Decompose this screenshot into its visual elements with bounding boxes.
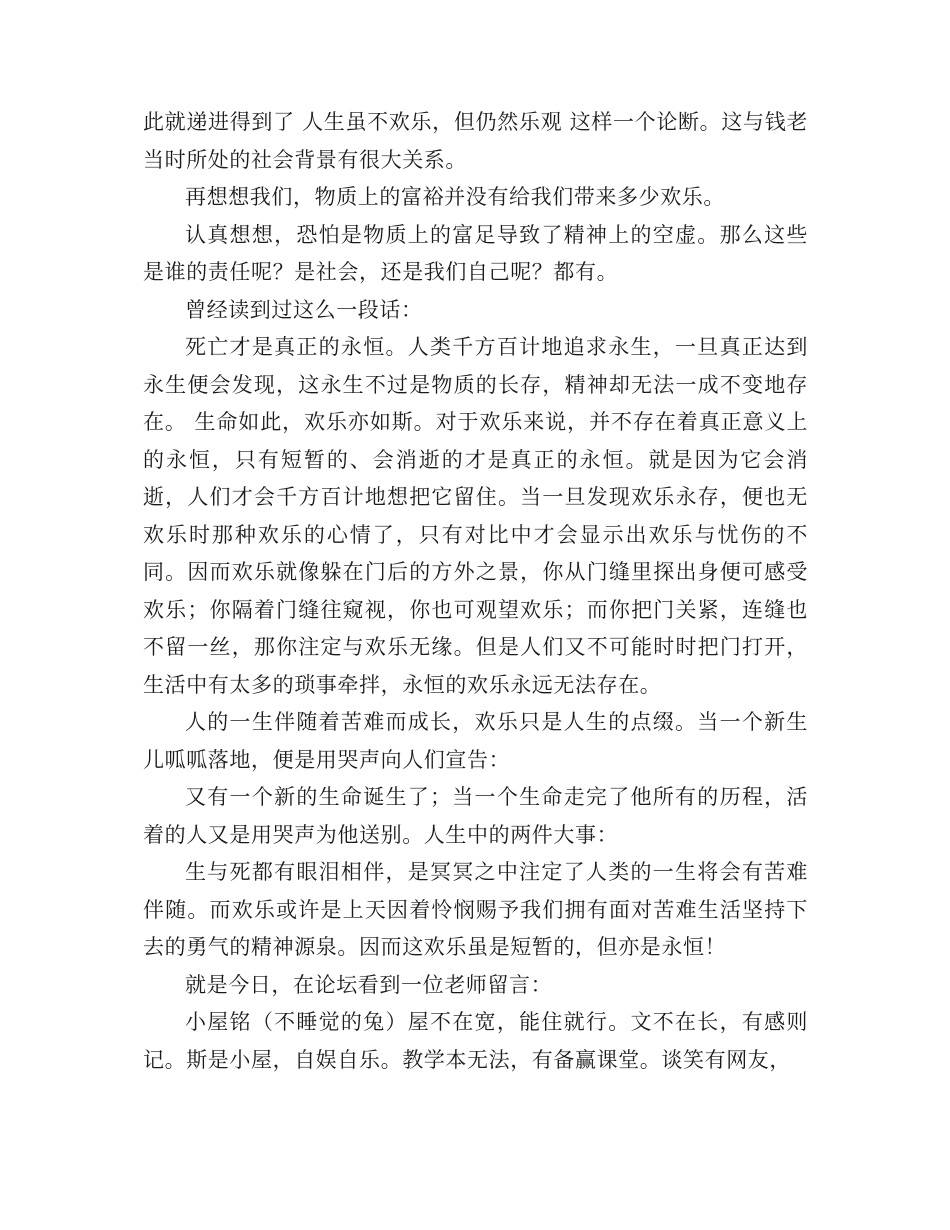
paragraph: 小屋铭（不睡觉的兔）屋不在宽，能住就行。文不在长，有感则记。斯是小屋，自娱自乐。教学本无法，有备赢课堂。谈笑有网友， [143, 1010, 808, 1072]
paragraph: 此就递进得到了 人生虽不欢乐，但仍然乐观 这样一个论断。这与钱老当时所处的社会背景有很大关系。 [143, 110, 808, 172]
paragraph: 死亡才是真正的永恒。人类千方百计地追求永生，一旦真正达到永生便会发现，这永生不过是物质的长存，精神却无法一成不变地存在。 生命如此，欢乐亦如斯。对于欢乐来说，并不存在着真正意义上的永恒，只有短暂的、会消逝的才是真正的永恒。就是因为它会消逝，人们才会千方百计地想把它留住。当一旦发现欢乐永存，便也无欢乐时那种欢乐的心情了，只有对比中才会显示出欢乐与忧伤的不同。因而欢乐就像躲在门后的方外之景，你从门缝里探出身便可感受欢乐；你隔着门缝往窥视，你也可观望欢乐；而你把门关紧，连缝也不留一丝，那你注定与欢乐无缘。但是人们又不可能时时把门打开，生活中有太多的琐事牵拌，永恒的欢乐永远无法存在。 [143, 335, 808, 697]
document-body [143, 104, 808, 1079]
paragraph: 再想想我们，物质上的富裕并没有给我们带来多少欢乐。 [185, 185, 725, 209]
paragraph: 认真想想，恐怕是物质上的富足导致了精神上的空虚。那么这些是谁的责任呢？是社会，还是我们自己呢？都有。 [143, 222, 808, 284]
paragraph: 又有一个新的生命诞生了；当一个生命走完了他所有的历程，活着的人又是用哭声为他送别。人生中的两件大事： [143, 785, 808, 847]
paragraph: 就是今日，在论坛看到一位老师留言： [185, 972, 553, 997]
paragraph: 曾经读到过这么一段话： [185, 297, 423, 322]
paragraph: 生与死都有眼泪相伴，是冥冥之中注定了人类的一生将会有苦难伴随。而欢乐或许是上天因着怜悯赐予我们拥有面对苦难生活坚持下去的勇气的精神源泉。因而这欢乐虽是短暂的，但亦是永恒！ [143, 860, 808, 959]
paragraph: 人的一生伴随着苦难而成长，欢乐只是人生的点缀。当一个新生儿呱呱落地，便是用哭声向人们宣告： [143, 710, 808, 772]
